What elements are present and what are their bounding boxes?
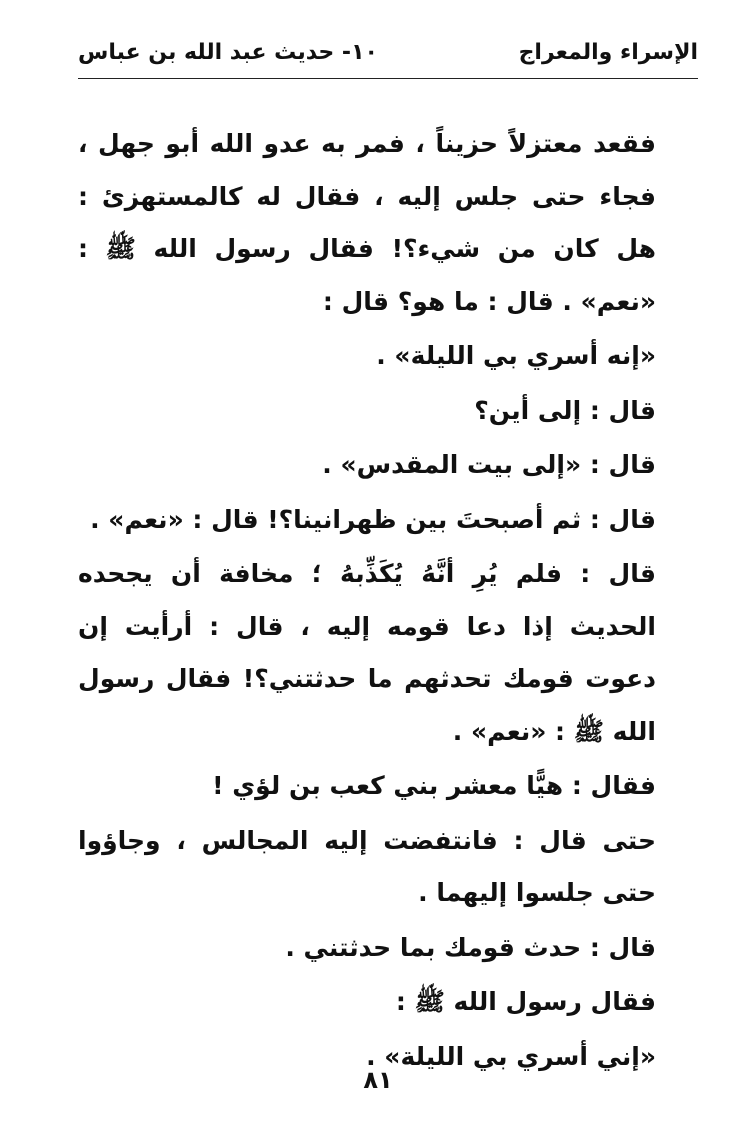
paragraph-6: قال : فلم يُرِ أنَّهُ يُكَذِّبهُ ؛ مخافة أن يجحده الحديث إذا دعا قومه إليه ، قال : أرأيت إن دعوت قومك تحدثهم ما حدثتني؟! فقال رسول الله ﷺ : «نعم» . [78,559,656,746]
paragraph-8: حتى قال : فانتفضت إليه المجالس ، وجاؤوا حتى جلسوا إليهما . [78,825,656,907]
paragraph-11: «إني أسري بي الليلة» . [366,1041,656,1071]
paragraph-10: فقال رسول الله ﷺ : [395,987,656,1016]
header-divider [78,78,698,79]
running-header [78,38,698,78]
paragraph-3: قال : إلى أين؟ [474,395,656,425]
paragraph-5: قال : ثم أصبحتَ بين ظهرانينا؟! قال : «نعم» . [90,504,656,534]
paragraph-1: فقعد معتزلاً حزيناً ، فمر به عدو الله أبو جهل ، فجاء حتى جلس إليه ، فقال له كالمستهزئ : هل كان من شيء؟! فقال رسول الله ﷺ : «نعم» . قال : ما هو؟ قال : [78,129,656,316]
paragraph-7: فقال : هيًّا معشر بني كعب بن لؤي ! [212,771,656,800]
book-title: الإسراء والمعراج [518,40,698,65]
page-number: ٨١ [363,1066,393,1094]
paragraph-4: قال : «إلى بيت المقدس» . [322,450,656,479]
chapter-title: ١٠- حديث عبد الله بن عباس [78,40,378,65]
page-body [78,118,698,1085]
paragraph-2: «إنه أسري بي الليلة» . [376,341,656,370]
paragraph-9: قال : حدث قومك بما حدثتني . [285,932,656,962]
